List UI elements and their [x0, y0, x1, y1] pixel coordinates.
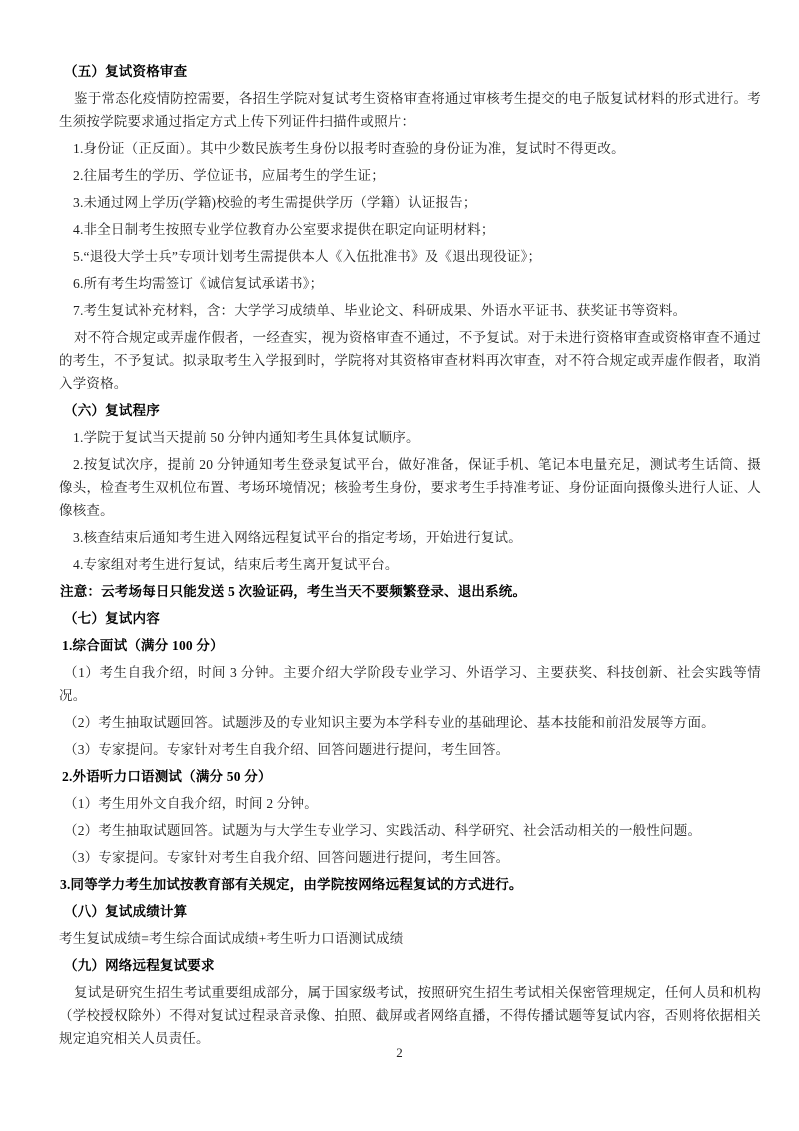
section-heading-7: （七）复试内容 — [64, 611, 160, 626]
list-item-commitment: 6.所有考生均需签订《诚信复试承诺书》； — [73, 276, 324, 291]
list-item-diploma: 2.往届考生的学历、学位证书，应届考生的学生证； — [73, 168, 385, 183]
list-item-procedure-3: 3.核查结束后通知考生进入网络远程复试平台的指定考场，开始进行复试。 — [73, 530, 522, 545]
list-item-procedure-1: 1.学院于复试当天提前 50 分钟内通知考生具体复试顺序。 — [73, 430, 420, 445]
list-item-verification: 3.未通过网上学历(学籍)校验的考生需提供学历（学籍）认证报告； — [73, 195, 477, 210]
page-number: 2 — [396, 1045, 403, 1060]
score-formula: 考生复试成绩=考生综合面试成绩+考生听力口语测试成绩 — [59, 931, 404, 946]
paragraph-violation: 对不符合规定或弄虚作假者，一经查实，视为资格审查不通过，不予复试。对于未进行资格审查或资格审查不通过的考生，不予复试。拟录取考生入学报到时，学院将对其资格审查材料再次审查，对不符合规定或弄虚作假者，取消入学资格。 — [59, 330, 761, 391]
list-item-veteran: 5.“退役大学士兵”专项计划考生需提供本人《入伍批准书》及《退出现役证》； — [73, 249, 542, 264]
section-heading-8: （八）复试成绩计算 — [64, 904, 188, 919]
note-equivalent-level: 3.同等学力考生加试按教育部有关规定，由学院按网络远程复试的方式进行。 — [60, 877, 523, 892]
list-item-procedure-4: 4.专家组对考生进行复试，结束后考生离开复试平台。 — [73, 557, 399, 572]
notice-line: 注意：云考场每日只能发送 5 次验证码，考生当天不要频繁登录、退出系统。 — [60, 584, 527, 599]
paragraph-qualification: 鉴于常态化疫情防控需要，各招生学院对复试考生资格审查将通过审核考生提交的电子版复试材料的形式进行。考生须按学院要求通过指定方式上传下列证件扫描件或照片： — [59, 91, 761, 129]
list-item-supplementary: 7.考生复试补充材料，含：大学学习成绩单、毕业论文、科研成果、外语水平证书、获奖证书等资料。 — [73, 303, 687, 318]
subheading-interview: 1.综合面试（满分 100 分） — [62, 638, 224, 653]
list-item-language-2: （2）考生抽取试题回答。试题为与大学生专业学习、实践活动、科学研究、社会活动相关的一般性问题。 — [64, 823, 702, 838]
section-heading-9: （九）网络远程复试要求 — [64, 958, 215, 973]
section-heading-6: （六）复试程序 — [64, 403, 160, 418]
subheading-language-test: 2.外语听力口语测试（满分 50 分） — [62, 769, 272, 784]
document-body — [59, 60, 761, 1054]
list-item-interview-3: （3）专家提问。专家针对考生自我介绍、回答问题进行提问，考生回答。 — [64, 742, 510, 757]
paragraph-remote-rules: 复试是研究生招生考试重要组成部分，属于国家级考试，按照研究生招生考试相关保密管理规定，任何人员和机构（学校授权除外）不得对复试过程录音录像、拍照、截屏或者网络直播，不得传播试题等复试内容，否则将依据相关规定追究相关人员责任。 — [59, 985, 761, 1046]
list-item-part-time: 4.非全日制考生按照专业学位教育办公室要求提供在职定向证明材料； — [73, 222, 495, 237]
list-item-id-card: 1.身份证（正反面）。其中少数民族考生身份以报考时查验的身份证为准，复试时不得更改。 — [73, 141, 625, 156]
section-heading-5: （五）复试资格审查 — [64, 64, 188, 79]
list-item-language-1: （1）考生用外文自我介绍，时间 2 分钟。 — [64, 796, 318, 811]
list-item-interview-2: （2）考生抽取试题回答。试题涉及的专业知识主要为本学科专业的基础理论、基本技能和前沿发展等方面。 — [64, 715, 715, 730]
list-item-interview-1: （1）考生自我介绍，时间 3 分钟。主要介绍大学阶段专业学习、外语学习、主要获奖、科技创新、社会实践等情况。 — [59, 665, 761, 703]
list-item-language-3: （3）专家提问。专家针对考生自我介绍、回答问题进行提问，考生回答。 — [64, 850, 510, 865]
list-item-procedure-2: 2.按复试次序，提前 20 分钟通知考生登录复试平台，做好准备，保证手机、笔记本电量充足，测试考生话筒、摄像头，检查考生双机位布置、考场环境情况；核验考生身份，要求考生手持准考证、身份证面向摄像头进行人证、人像核查。 — [59, 457, 761, 518]
